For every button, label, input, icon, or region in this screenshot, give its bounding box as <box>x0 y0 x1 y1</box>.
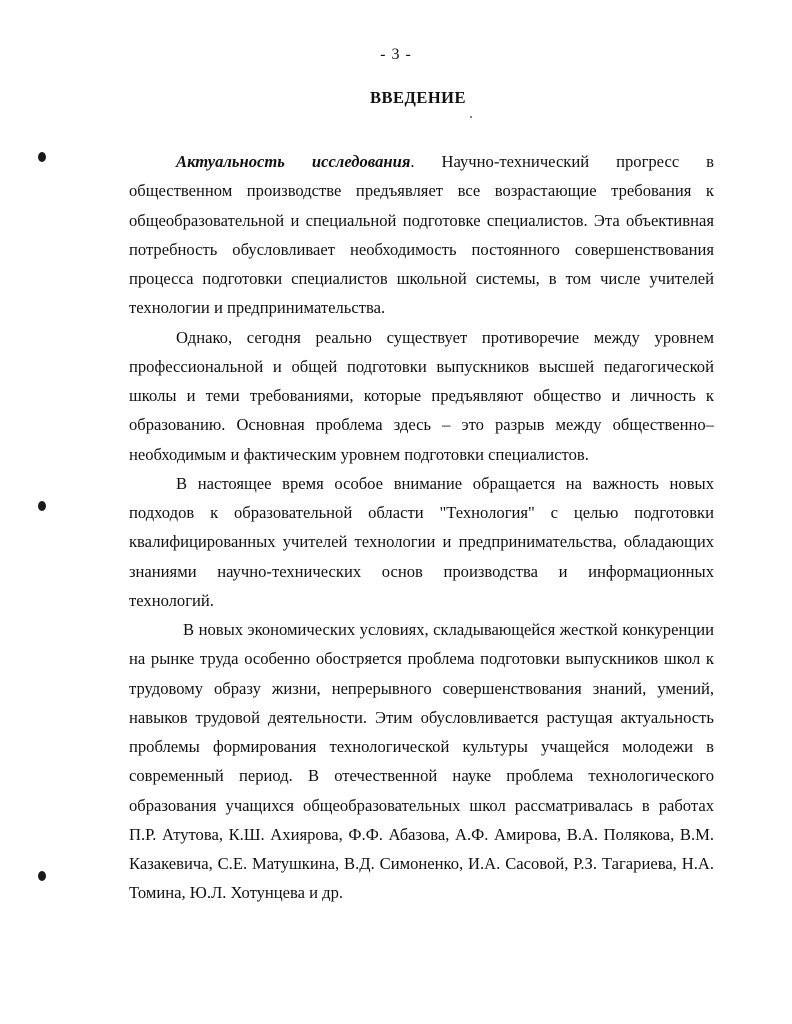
paragraph-lead-term: Актуальность исследования <box>176 152 411 171</box>
page-number: - 3 - <box>380 46 412 63</box>
binding-hole-mark-bottom <box>38 871 46 881</box>
paragraph-new-approaches: В настоящее время особое внимание обращается на важность новых подходов к образовательной области "Технология" с целью подготовки квалифицированных учителей технологии и предпринимательства, обладающих знаниями научно-технических основ производства и информационных технологий. <box>129 473 714 610</box>
paragraph-text: . Научно-технический прогресс в общественном производстве предъявляет все возрастающие требования к общеобразовательной и специальной подготовке специалистов. Эта объективная потребность обусловливает необходимость постоянного совершенствования процесса подготовки специалистов школьной системы, в том числе учителей технологии и предпринимательства. <box>129 152 714 318</box>
paragraph-relevance <box>129 147 714 323</box>
scan-speck <box>470 116 472 118</box>
body-text <box>129 147 714 908</box>
paragraph-economic-conditions: В новых экономических условиях, складывающейся жесткой конкуренции на рынке труда особенно обостряется проблема подготовки выпускников школ к трудовому образу жизни, непрерывного совершенствования знаний, умений, навыков трудовой деятельности. Этим обусловливается растущая актуальность проблемы формирования технологической культуры учащейся молодежи в современный период. В отечественной науке проблема технологического образования учащихся общеобразовательных школ рассматривалась в работах П.Р. Атутова, К.Ш. Ахиярова, Ф.Ф. Абазова, А.Ф. Амирова, В.А. Полякова, В.М. Казакевича, С.Е. Матушкина, В.Д. Симоненко, И.А. Сасовой, Р.З. Тагариева, Н.А. Томина, Ю.Л. Хотунцева и др. <box>129 620 714 903</box>
binding-hole-mark-middle <box>38 501 46 511</box>
binding-hole-mark-top <box>38 152 46 162</box>
paragraph-contradiction: Однако, сегодня реально существует противоречие между уровнем профессиональной и общей подготовки выпускников высшей педагогической школы и теми требованиями, которые предъявляют общество и личность к образованию. Основная проблема здесь – это разрыв между общественно–необходимым и фактическим уровнем подготовки специалистов. <box>129 327 714 464</box>
page-title: ВВЕДЕНИЕ <box>369 88 467 107</box>
